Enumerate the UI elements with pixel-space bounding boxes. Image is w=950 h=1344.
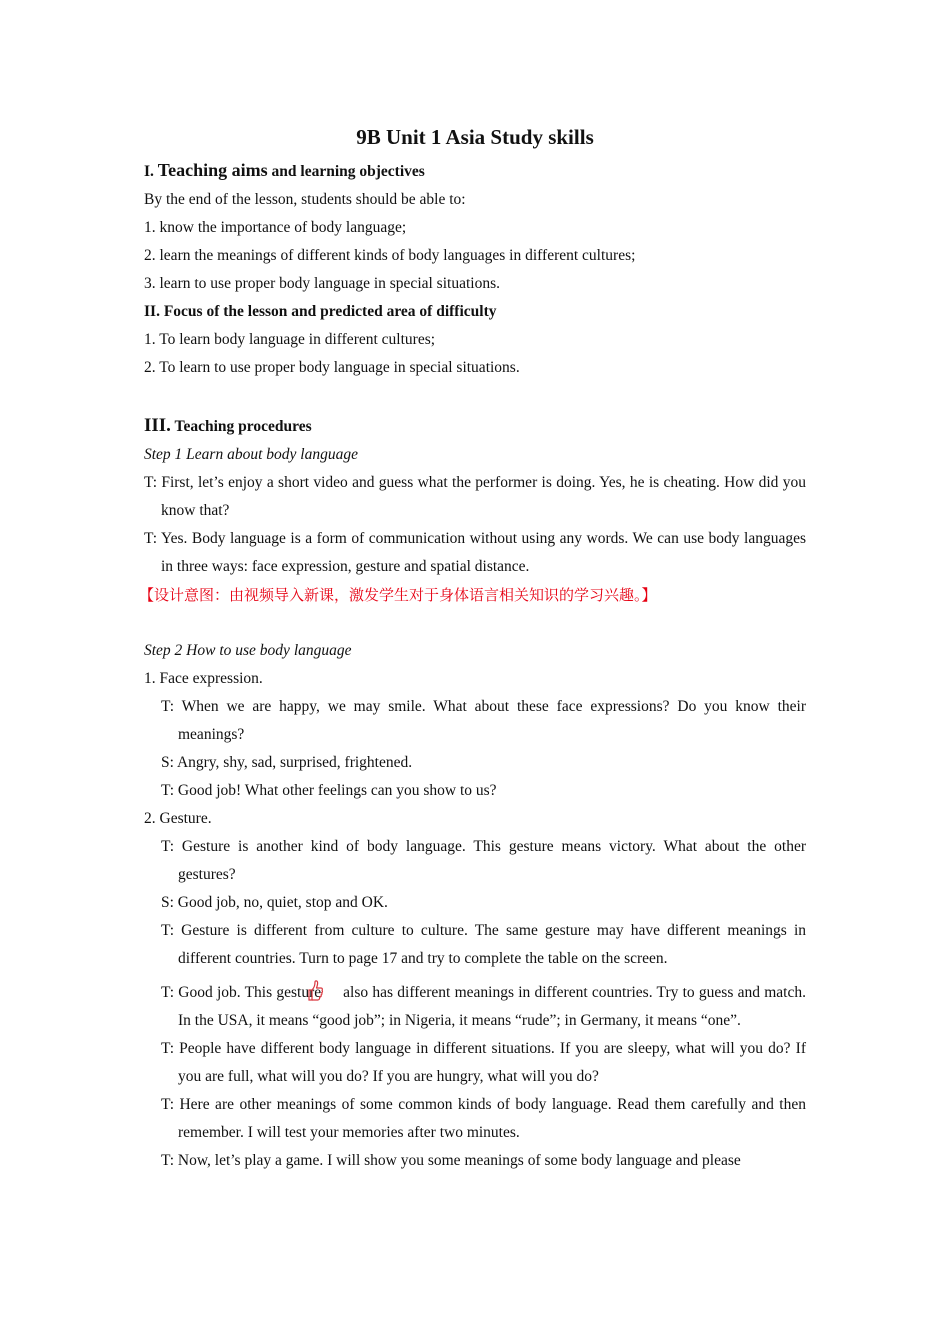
step2-title: Step 2 How to use body language: [144, 642, 352, 659]
design-intent-note: 【设计意图：由视频导入新课，激发学生对于身体语言相关知识的学习兴趣。】: [139, 586, 657, 604]
step1-title: Step 1 Learn about body language: [144, 446, 358, 463]
section3-heading: [144, 412, 806, 441]
dialogue-line: T: Gesture is another kind of body language. This gesture means victory. What about the other gestures?: [161, 838, 806, 883]
spacer: [144, 382, 806, 410]
dialogue-line: T: Now, let’s play a game. I will show you some meanings of some body language and please: [161, 1152, 741, 1169]
section1-item-3: 3. learn to use proper body language in special situations.: [144, 275, 500, 292]
dialogue-line: T: When we are happy, we may smile. What about these face expressions? Do you know their meanings?: [161, 698, 806, 743]
document-title: 9B Unit 1 Asia Study skills: [356, 125, 594, 149]
section1-intro: By the end of the lesson, students should be able to:: [144, 191, 466, 208]
face-expression-label: 1. Face expression.: [144, 670, 263, 687]
section3-heading-text: Teaching procedures: [174, 418, 312, 435]
section2-item-2: 2. To learn to use proper body language in special situations.: [144, 359, 520, 376]
dialogue-line: T: Gesture is different from culture to culture. The same gesture may have different meanings in different countries. Turn to page 17 and try to complete the table on the screen.: [161, 922, 806, 967]
section1-numeral: I.: [144, 163, 154, 180]
gesture-line-before: T: Good job. This gesture: [161, 984, 322, 1001]
dialogue-line: S: Angry, shy, sad, surprised, frightened.: [161, 754, 413, 771]
document-page: [139, 120, 806, 1175]
section2-heading: II. Focus of the lesson and predicted area of difficulty: [144, 303, 497, 320]
step1-paragraph-2: T: Yes. Body language is a form of communication without using any words. We can use body languages in three ways: face expression, gesture and spatial distance.: [144, 530, 806, 575]
section3-numeral: III.: [144, 415, 171, 436]
section1-heading-rest: and learning objectives: [271, 163, 425, 180]
dialogue-line: S: Good job, no, quiet, stop and OK.: [161, 894, 388, 911]
spacer: [144, 609, 806, 637]
section2-item-1: 1. To learn body language in different cultures;: [144, 331, 436, 348]
section1-item-1: 1. know the importance of body language;: [144, 219, 407, 236]
section1-item-2: 2. learn the meanings of different kinds of body languages in different cultures;: [144, 247, 636, 264]
step1-paragraph-1: T: First, let’s enjoy a short video and guess what the performer is doing. Yes, he is cheating. How did you know that?: [144, 474, 806, 519]
dialogue-line: T: Here are other meanings of some common kinds of body language. Read them carefully and then remember. I will test your memories after two minutes.: [161, 1096, 806, 1141]
section1-heading-main: Teaching aims: [157, 160, 268, 180]
gesture-dialogue-line: [144, 979, 806, 1035]
section1-heading: [144, 156, 806, 186]
gesture-label: 2. Gesture.: [144, 810, 212, 827]
gesture-line-after: also has different meanings in different countries. Try to guess and match. In the USA, it means “good job”; in Nigeria, it means “rude”; in Germany, it means “one”.: [178, 984, 806, 1029]
dialogue-line: T: Good job! What other feelings can you show to us?: [161, 782, 497, 799]
thumbs-up-icon: [323, 979, 341, 1001]
dialogue-line: T: People have different body language in different situations. If you are sleepy, what will you do? If you are full, what will you do? If you are hungry, what will you do?: [161, 1040, 806, 1085]
